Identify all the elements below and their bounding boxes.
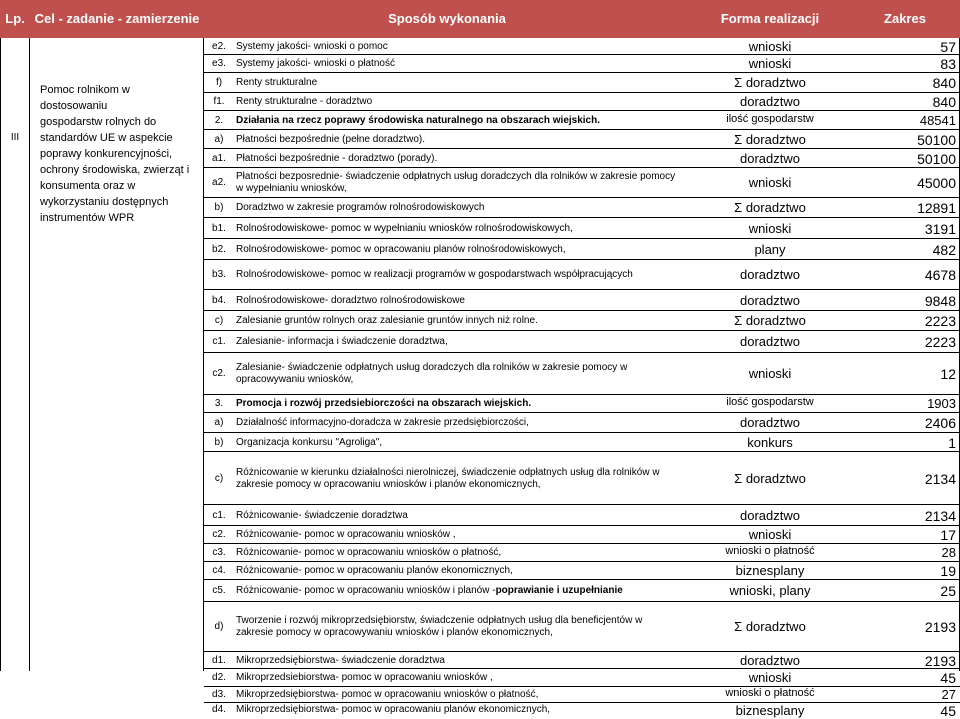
row-zakres: 12891 [917, 200, 956, 216]
row-code: e2. [212, 41, 226, 52]
row-description: Promocja i rozwój przedsiebiorczości na obszarach wiejskich. [236, 398, 532, 409]
goal-line: poprawy konkurencyjności, [40, 148, 173, 160]
row-forma: Σ doradztwo [734, 75, 806, 90]
row-code: e3. [212, 58, 226, 69]
header-cel: Cel - zadanie - zamierzenie [34, 11, 200, 26]
goal-line: instrumentów WPR [40, 212, 135, 224]
table-row [204, 149, 960, 168]
table-row [204, 311, 960, 331]
table-row [204, 395, 960, 413]
row-forma: wnioski [748, 366, 792, 381]
row-zakres: 57 [940, 39, 956, 55]
row-forma: Σ doradztwo [734, 200, 806, 215]
row-forma: wnioski [748, 39, 792, 54]
row-zakres: 45000 [917, 175, 956, 191]
table-row [204, 260, 960, 290]
row-forma: doradztwo [740, 293, 800, 308]
row-code: b2. [212, 244, 226, 255]
row-code: c2. [212, 529, 226, 540]
row-forma: Σ doradztwo [734, 313, 806, 328]
row-code: c2. [212, 368, 226, 379]
row-description: Różnicowanie- pomoc w opracowaniu wniosków , [236, 529, 456, 540]
row-zakres: 2223 [924, 313, 956, 329]
row-forma: wnioski [748, 56, 792, 71]
row-zakres: 2134 [924, 508, 956, 524]
row-description: Zalesianie- informacja i świadczenie doradztwa, [236, 336, 448, 347]
row-forma: doradztwo [740, 267, 800, 282]
description-line: w wypełnianiu wniosków, [236, 183, 347, 194]
row-description [236, 585, 696, 597]
row-description: Renty strukturalne [236, 77, 318, 88]
table-row [204, 290, 960, 311]
row-zakres: 19 [940, 563, 956, 579]
row-zakres: 50100 [917, 132, 956, 148]
row-description: Rolnośrodowiskowe- pomoc w wypełnianiu wniosków rolnośrodowiskowych, [236, 223, 573, 234]
header-zakres: Zakres [884, 11, 926, 26]
row-description: Różnicowanie- świadczenie doradztwa [236, 510, 408, 521]
row-forma: konkurs [747, 435, 793, 450]
goal-line: gospodarstw rolnych do [40, 116, 157, 128]
row-forma: doradztwo [740, 415, 800, 430]
description-part: Różnicowanie- pomoc w opracowaniu wniosków i planów - [236, 585, 496, 596]
row-forma: wnioski, plany [729, 583, 811, 598]
row-forma: plany [754, 242, 786, 257]
header-sposob: Sposób wykonania [388, 11, 506, 26]
row-zakres: 27 [941, 687, 956, 702]
row-zakres: 9848 [924, 293, 956, 309]
row-code: a) [214, 417, 224, 428]
row-forma: doradztwo [740, 151, 800, 166]
row-code: b3. [212, 269, 226, 280]
row-zakres: 50100 [917, 151, 956, 167]
description-line: Różnicowanie w kierunku działalności nierolniczej, świadczenie odpłatnych usług dla rolników w [236, 467, 660, 478]
table-row [204, 38, 960, 55]
row-forma: wnioski [748, 670, 792, 685]
table-row [204, 198, 960, 218]
table-row [204, 602, 960, 652]
row-description: Płatności bezpośrednie (pełne doradztwo). [236, 134, 425, 145]
goal-line: ochrony środowiska, zwierząt i [40, 164, 190, 176]
row-forma: wnioski o płatność [725, 545, 815, 557]
row-code: b) [214, 437, 224, 448]
row-code: f1. [213, 96, 225, 107]
row-code: a2. [212, 177, 226, 188]
row-description: Systemy jakości- wnioski o płatność [236, 58, 395, 69]
row-code: c) [214, 473, 224, 484]
row-code: c1. [212, 336, 226, 347]
row-zakres: 2134 [924, 471, 956, 487]
row-code: a) [214, 134, 224, 145]
row-forma: biznesplany [735, 563, 805, 578]
row-description: Różnicowanie- pomoc w opracowaniu wniosków o płatność, [236, 547, 502, 558]
row-code: c5. [212, 585, 226, 596]
table-row [204, 413, 960, 433]
row-code: 3. [214, 398, 224, 409]
table-row [204, 580, 960, 602]
table-row [204, 353, 960, 395]
description-line: Płatności bezposrednie- świadczenie odpłatnych usług doradczych dla rolników w zakresie pomocy [236, 171, 676, 182]
row-description: Mikroprzedsiębiorstwa- pomoc w opracowaniu wniosków o płatność, [236, 689, 539, 700]
row-code: a1. [212, 153, 226, 164]
table-row [204, 687, 960, 703]
table-row [204, 544, 960, 562]
row-forma: biznesplany [735, 703, 805, 718]
row-code: d1. [212, 655, 226, 666]
row-zakres: 12 [940, 366, 956, 382]
table-row [204, 452, 960, 505]
row-forma: doradztwo [740, 334, 800, 349]
row-description: Mikroprzedsiebiorstwa- pomoc w opracowaniu wniosków , [236, 672, 493, 683]
row-forma: doradztwo [740, 653, 800, 668]
table-row [204, 130, 960, 149]
row-description [236, 362, 696, 386]
row-code: c) [214, 315, 224, 326]
row-zakres: 83 [940, 56, 956, 72]
row-description: Zalesianie gruntów rolnych oraz zalesianie gruntów innych niż rolne. [236, 315, 538, 326]
row-forma: doradztwo [740, 94, 800, 109]
row-zakres: 2193 [924, 653, 956, 669]
row-zakres: 1 [948, 435, 956, 451]
table-header [0, 0, 960, 38]
header-lp: Lp. [5, 11, 25, 26]
row-zakres: 3191 [924, 221, 956, 237]
row-code: d3. [212, 689, 226, 700]
row-description: Renty strukturalne - doradztwo [236, 96, 373, 107]
row-code: d2. [212, 672, 226, 683]
row-description: Mikroprzedsiębiorstwa- świadczenie doradztwa [236, 655, 445, 666]
row-zakres: 2223 [924, 334, 956, 350]
goal-line: Pomoc rolnikom w dostosowaniu [40, 84, 130, 112]
row-zakres: 25 [940, 583, 956, 599]
goal-line: standardów UE w aspekcie [40, 132, 173, 144]
row-zakres: 48541 [919, 113, 956, 128]
row-code: c4. [212, 565, 226, 576]
row-zakres: 2193 [924, 619, 956, 635]
table-row [204, 239, 960, 260]
row-zakres: 4678 [924, 267, 956, 283]
row-description: Działania na rzecz poprawy środowiska naturalnego na obszarach wiejskich. [236, 115, 601, 126]
table-row [204, 168, 960, 198]
row-description: Mikroprzedsiębiorstwa- pomoc w opracowaniu planów ekonomicznych, [236, 704, 551, 715]
row-forma: Σ doradztwo [734, 132, 806, 147]
row-zakres: 45 [940, 670, 956, 686]
row-code: b) [214, 202, 224, 213]
row-description [236, 467, 696, 491]
row-description: Organizacja konkursu "Agroliga", [236, 437, 383, 448]
row-description: Rolnośrodowiskowe- doradztwo rolnośrodowiskowe [236, 295, 465, 306]
row-forma: ilość gospodarstw [726, 396, 814, 408]
goal-line: wykorzystaniu dostępnych [40, 196, 169, 208]
description-line: Zalesianie- świadczenie odpłatnych usług doradczych dla rolników w zakresie pomocy w [236, 362, 628, 373]
table-row [204, 73, 960, 93]
row-description [236, 171, 696, 195]
row-code: b4. [212, 295, 226, 306]
table-row [204, 652, 960, 669]
row-zakres: 17 [940, 527, 956, 543]
table-row [204, 433, 960, 452]
row-description: Rolnośrodowiskowe- pomoc w realizacji programów w gospodarstwach współpracujących [236, 269, 633, 280]
row-forma: Σ doradztwo [734, 619, 806, 634]
description-line: zakresie pomocy w opracowaniu wniosków i planów ekonomicznych, [236, 479, 541, 490]
row-code: f) [215, 77, 223, 88]
table-row [204, 55, 960, 73]
row-description: Rolnośrodowiskowe- pomoc w opracowaniu planów rolnośrodowiskowych, [236, 244, 566, 255]
row-zakres: 840 [932, 94, 956, 110]
description-line: opracowywaniu wniosków, [236, 374, 354, 385]
row-code: c3. [212, 547, 226, 558]
row-zakres: 1903 [927, 396, 956, 411]
table-row [204, 669, 960, 687]
row-forma: doradztwo [740, 508, 800, 523]
table-row [204, 331, 960, 353]
description-emphasis: poprawianie i uzupełnianie [495, 585, 623, 596]
row-code: b1. [212, 223, 226, 234]
table-row [204, 562, 960, 580]
row-description: Doradztwo w zakresie programów rolnośrodowiskowych [236, 202, 485, 213]
row-description: Płatności bezpośrednie - doradztwo (porady). [236, 153, 438, 164]
table-row [204, 505, 960, 526]
table-row [204, 526, 960, 544]
section-goal [40, 82, 200, 226]
row-forma: wnioski [748, 221, 792, 236]
row-code: c1. [212, 510, 226, 521]
description-line: zakresie pomocy w opracowywaniu wniosków i planów ekonomicznych, [236, 627, 553, 638]
row-forma: Σ doradztwo [734, 471, 806, 486]
table-row [204, 111, 960, 130]
row-zakres: 45 [940, 703, 956, 719]
goal-line: konsumenta oraz w [40, 180, 136, 192]
description-line: Tworzenie i rozwój mikroprzedsiębiorstw, świadczenie odpłatnych usług dla beneficjentów w [236, 615, 643, 626]
table-row [204, 218, 960, 239]
header-forma: Forma realizacji [720, 11, 820, 26]
row-forma: wnioski [748, 175, 792, 190]
row-description: Systemy jakości- wnioski o pomoc [236, 41, 388, 52]
row-forma: wnioski o płatność [725, 687, 815, 699]
row-forma: wnioski [748, 527, 792, 542]
row-zakres: 482 [932, 242, 956, 258]
row-forma: ilość gospodarstw [726, 113, 814, 125]
row-code: d4. [212, 704, 226, 715]
row-code: d) [214, 621, 224, 632]
row-zakres: 28 [941, 545, 956, 560]
row-description: Działalność informacyjno-doradcza w zakresie przedsiębiorczości, [236, 417, 529, 428]
table-row [204, 703, 960, 719]
section-number: III [10, 132, 20, 143]
table-row [204, 93, 960, 111]
row-code: 2. [214, 115, 224, 126]
row-zakres: 2406 [924, 415, 956, 431]
row-zakres: 840 [932, 75, 956, 91]
row-description: Różnicowanie- pomoc w opracowaniu planów ekonomicznych, [236, 565, 513, 576]
row-description [236, 615, 696, 639]
